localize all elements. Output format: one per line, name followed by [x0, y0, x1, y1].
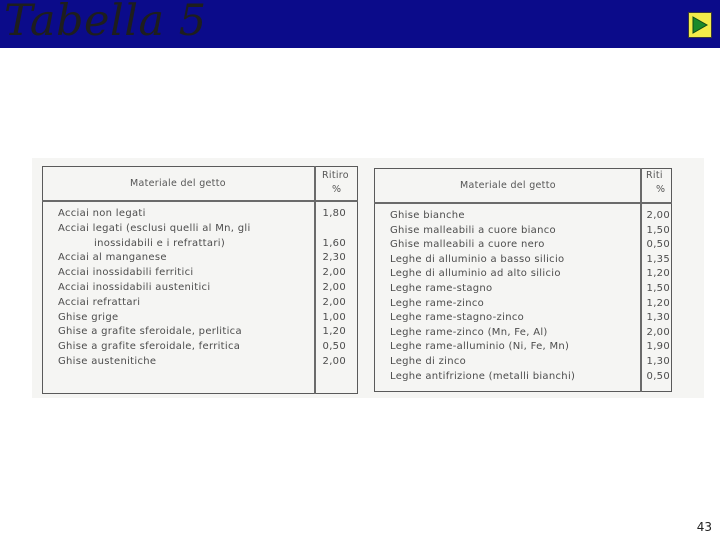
shrinkage-value-cell: 1,80	[322, 208, 346, 219]
shrinkage-value-cell: 0,50	[646, 239, 670, 251]
material-cell: Acciai inossidabili austenitici	[58, 282, 211, 293]
shrinkage-value-cell: 2,30	[322, 252, 346, 264]
column-header-unit: %	[332, 184, 342, 195]
material-cell: Acciai al manganese	[58, 252, 167, 264]
material-cell: Ghise malleabili a cuore bianco	[390, 224, 556, 236]
material-cell: Ghise a grafite sferoidale, perlitica	[58, 326, 242, 338]
material-cell: Ghise a grafite sferoidale, ferritica	[58, 341, 241, 353]
slide-title: Tabella 5	[4, 0, 207, 46]
shrinkage-value-cell: 2,00	[322, 356, 346, 367]
column-header-unit: %	[656, 184, 666, 195]
scanned-table-image	[32, 158, 704, 398]
shrinkage-value-cell: 1,00	[322, 311, 346, 323]
material-cell: Leghe rame-stagno-zinco	[390, 312, 525, 324]
shrinkage-value-cell: 2,00	[322, 296, 346, 308]
shrinkage-value-cell: 1,60	[322, 237, 346, 249]
shrinkage-value-cell: 0,50	[322, 341, 346, 353]
material-cell: Acciai refrattari	[58, 296, 141, 308]
material-cell: Ghise malleabili a cuore nero	[390, 239, 545, 251]
shrinkage-value-cell: 1,50	[646, 224, 670, 236]
material-cell: Acciai non legati	[58, 208, 146, 219]
header-divider	[42, 200, 358, 202]
material-cell: Leghe di alluminio a basso silicio	[390, 253, 565, 265]
material-cell: Acciai inossidabili ferritici	[58, 267, 194, 279]
shrinkage-value-cell: 1,35	[646, 253, 670, 265]
next-slide-button[interactable]	[688, 12, 712, 38]
material-cell: Ghise austenitiche	[58, 356, 157, 367]
column-header-material: Materiale del getto	[460, 180, 556, 191]
title-bar	[0, 0, 720, 48]
column-header-material: Materiale del getto	[130, 178, 226, 189]
shrinkage-value-cell: 1,20	[322, 326, 346, 338]
header-divider	[374, 202, 672, 204]
shrinkage-value-cell: 2,00	[646, 210, 670, 221]
column-header-shrinkage: Ritiro	[322, 170, 349, 181]
material-cell: Ghise grige	[58, 311, 119, 323]
material-cell: Leghe rame-alluminio (Ni, Fe, Mn)	[390, 341, 570, 353]
play-triangle-icon	[692, 16, 708, 34]
material-cell: Leghe rame-zinco (Mn, Fe, Al)	[390, 326, 548, 338]
material-cell: Leghe rame-stagno	[390, 283, 493, 294]
shrinkage-table-left	[42, 166, 358, 394]
material-cell: Acciai legati (esclusi quelli al Mn, gli	[58, 222, 251, 234]
material-cell: Leghe di zinco	[390, 356, 467, 367]
shrinkage-value-cell: 2,00	[322, 267, 346, 279]
shrinkage-value-cell: 2,00	[646, 326, 670, 338]
column-header-shrinkage: Riti	[646, 170, 663, 181]
shrinkage-value-cell: 1,30	[646, 312, 670, 324]
material-cell: Leghe antifrizione (metalli bianchi)	[390, 370, 576, 382]
shrinkage-value-cell: 1,20	[646, 268, 670, 280]
shrinkage-value-cell: 1,50	[646, 283, 670, 294]
material-cell: Leghe rame-zinco	[390, 297, 485, 309]
shrinkage-value-cell: 1,30	[646, 356, 670, 367]
shrinkage-value-cell: 0,50	[646, 370, 670, 382]
shrinkage-value-cell: 2,00	[322, 282, 346, 293]
shrinkage-value-cell: 1,20	[646, 297, 670, 309]
material-cell: Leghe di alluminio ad alto silicio	[390, 268, 561, 280]
page-number: 43	[696, 520, 712, 534]
material-cell: inossidabili e i refrattari)	[94, 237, 226, 249]
material-cell: Ghise bianche	[390, 210, 465, 221]
shrinkage-table-right	[374, 168, 672, 392]
shrinkage-value-cell: 1,90	[646, 341, 670, 353]
